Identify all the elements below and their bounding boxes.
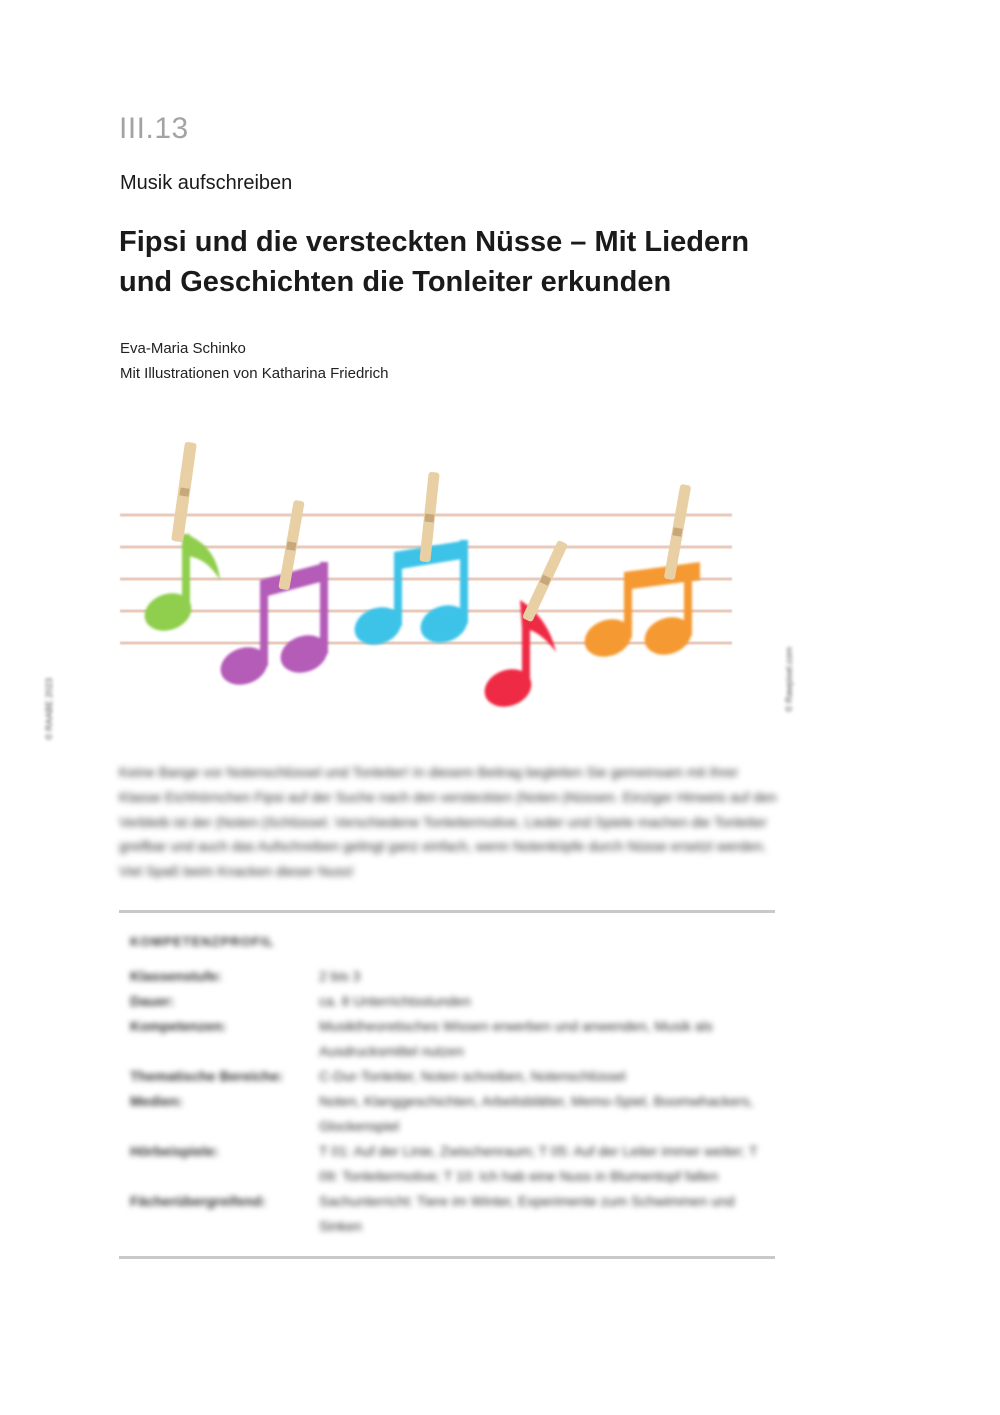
profile-row (130, 1139, 770, 1189)
red-note-icon (479, 600, 556, 713)
green-note-icon (139, 534, 220, 637)
copyright-note: © RAABE 2023 (44, 677, 54, 740)
divider (119, 1256, 775, 1259)
illustrator-credit: Mit Illustrationen von Katharina Friedrich (120, 365, 389, 382)
profile-label: Hörbeispiele: (130, 1143, 219, 1159)
profile-row (130, 1014, 770, 1064)
profile-label: Thematische Bereiche: (130, 1068, 284, 1084)
profile-heading: KOMPETENZPROFIL (130, 934, 275, 949)
profile-value: Sachunterricht: Tiere im Winter, Experimente zum Schwimmen und Sinken (319, 1193, 735, 1234)
page-title: Fipsi und die versteckten Nüsse – Mit Liedern und Geschichten die Tonleiter erkunden (119, 226, 750, 298)
competence-profile (130, 934, 770, 1239)
clothespin-icon (171, 442, 197, 543)
profile-label: Fächerübergreifend: (130, 1193, 267, 1209)
series-title: Musik aufschreiben (120, 172, 293, 194)
section-number: III.13 (119, 112, 189, 145)
profile-row (130, 1064, 770, 1089)
profile-value: C-Dur-Tonleiter, Noten schreiben, Notenschlüssel (319, 1068, 626, 1084)
purple-note-icon (215, 562, 332, 691)
profile-row (130, 1189, 770, 1239)
profile-label: Medien: (130, 1093, 183, 1109)
blue-note-icon (349, 540, 472, 651)
intro-paragraph: Keine Bange vor Notenschlüssel und Tonleiter! In diesem Beitrag begleiten Sie gemeinsam mit Ihrer Klasse Eichhörnchen Fipsi auf der Suche nach den versteckten (Noten-)Nüssen. Einziger Hinweis auf den Verbleib ist der (Noten-)Schlüssel. Verschiedene Tonleitermotive, Lieder und Spiele machen die Tonleiter greifbar und auch das Aufschreiben gelingt ganz einfach, wenn Notenköpfe durch Nüsse ersetzt werden. Viel Spaß beim Knacken dieser Nuss! (119, 764, 777, 880)
profile-label: Kompetenzen: (130, 1018, 227, 1034)
orange-note-icon (579, 562, 700, 663)
profile-row (130, 1089, 770, 1139)
profile-row (130, 964, 770, 989)
profile-label: Klassenstufe: (130, 968, 222, 984)
profile-value: ca. 8 Unterrichtsstunden (319, 993, 471, 1009)
author-name: Eva-Maria Schinko (120, 340, 246, 357)
profile-value: T 01: Auf der Linie, Zwischenraum; T 05: Auf der Leiter immer weiter; T 09: Tonleitermotive; T 10: Ich hab eine Nuss in Blumentopf fallen (319, 1143, 758, 1184)
profile-row (130, 989, 770, 1014)
profile-label: Dauer: (130, 993, 175, 1009)
profile-value: Musiktheoretisches Wissen erwerben und anwenden, Musik als Ausdrucksmittel nutzen (319, 1018, 713, 1059)
photo-credit-note: © Rawpixel.com (784, 646, 794, 712)
music-notes-illustration (110, 430, 750, 730)
profile-value: Noten, Klanggeschichten, Arbeitsblätter, Memo-Spiel, Boomwhackers, Glockenspiel (319, 1093, 754, 1134)
divider (119, 910, 775, 913)
profile-value: 2 bis 3 (319, 968, 361, 984)
